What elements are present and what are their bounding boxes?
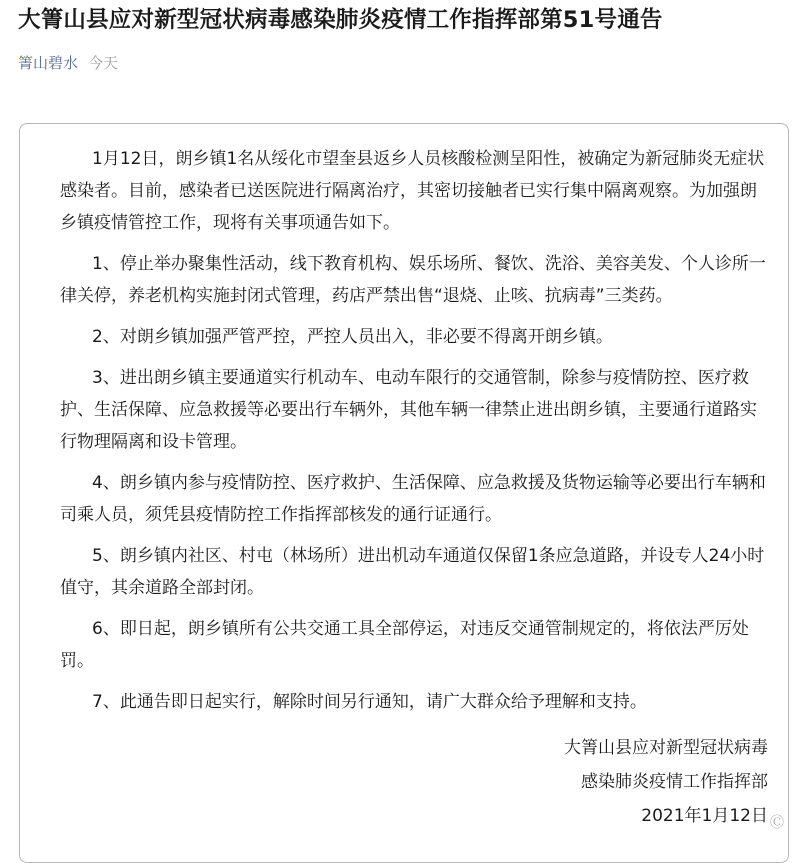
- notice-item-5: 5、朗乡镇内社区、村屯（林场所）进出机动车通道仅保留1条应急道路，并设专人24小时值守，其余道路全部封闭。: [60, 546, 765, 598]
- notice-item-4: 4、朗乡镇内参与疫情防控、医疗救护、生活保障、应急救援及货物运输等必要出行车辆和司乘人员，须凭县疫情防控工作指挥部核发的通行证通行。: [60, 473, 766, 525]
- signature-date: 2021年1月12日: [641, 806, 768, 826]
- notice-item-2: 2、对朗乡镇加强严管严控，严控人员出入，非必要不得离开朗乡镇。: [92, 327, 613, 347]
- account-name-link[interactable]: 箐山碧水: [18, 54, 79, 72]
- notice-item-1: 1、停止举办聚集性活动，线下教育机构、娱乐场所、餐饮、洗浴、美容美发、个人诊所一律关停，养老机构实施封闭式管理，药店严禁出售“退烧、止咳、抗病毒”三类药。: [60, 254, 766, 306]
- notice-item-3: 3、进出朗乡镇主要通道实行机动车、电动车限行的交通管制，除参与疫情防控、医疗救护、生活保障、应急救援等必要出行车辆外，其他车辆一律禁止进出朗乡镇，主要通行道路实行物理隔离和设卡管理。: [60, 368, 757, 452]
- notice-item-7: 7、此通告即日起实行，解除时间另行通知，请广大群众给予理解和支持。: [92, 692, 647, 712]
- notice-intro-paragraph: 1月12日，朗乡镇1名从绥化市望奎县返乡人员核酸检测呈阳性，被确定为新冠肺炎无症状感染者。目前，感染者已送医院进行隔离治疗，其密切接触者已实行集中隔离观察。为加强朗乡镇疫情管控工作，现将有关事项通告如下。: [60, 149, 765, 233]
- signature-line-1: 大箐山县应对新型冠状病毒: [564, 738, 768, 758]
- signature-line-2: 感染肺炎疫情工作指挥部: [581, 772, 768, 792]
- notice-body: [60, 143, 772, 727]
- publish-time: 今天: [88, 54, 119, 72]
- article-meta: [18, 51, 118, 75]
- corner-mark-icon: Ⓒ: [770, 815, 784, 831]
- notice-signature: [564, 731, 768, 833]
- notice-item-6: 6、即日起，朗乡镇所有公共交通工具全部停运，对违反交通管制规定的，将依法严厉处罚。: [60, 619, 749, 671]
- article-title: 大箐山县应对新型冠状病毒感染肺炎疫情工作指挥部第51号通告: [18, 7, 663, 33]
